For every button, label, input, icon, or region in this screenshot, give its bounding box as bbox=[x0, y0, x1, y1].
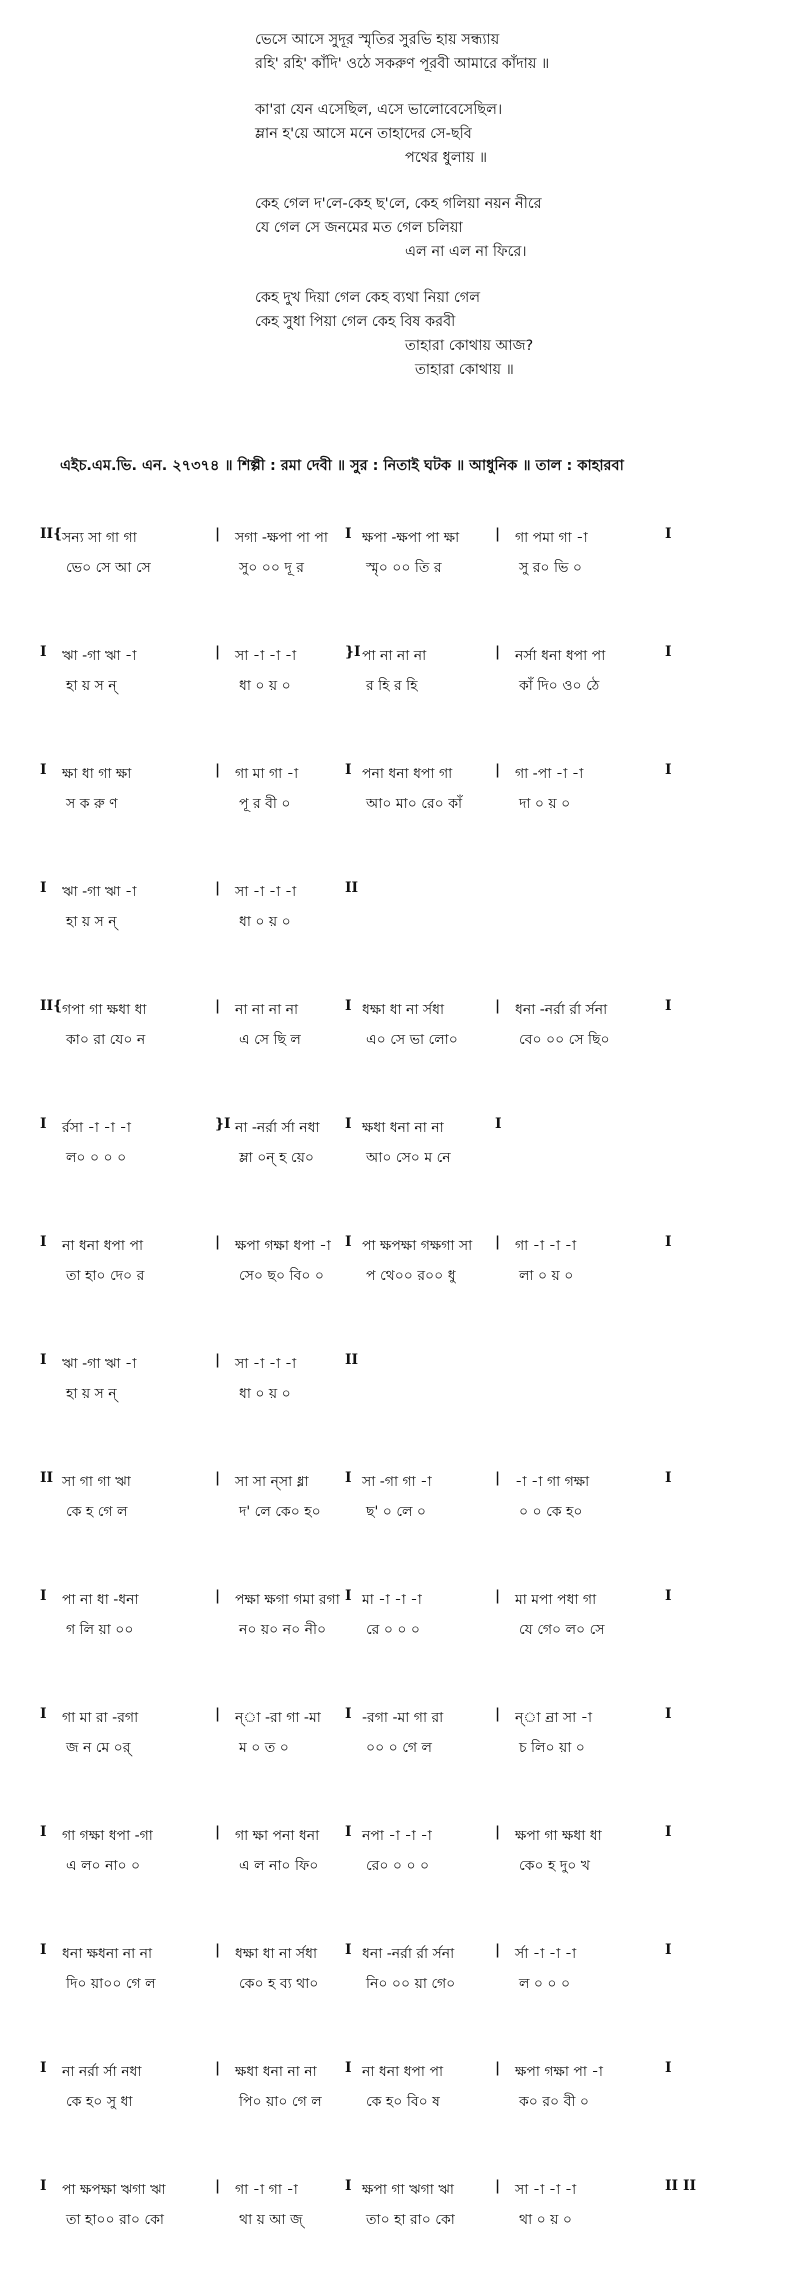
bar-line: I bbox=[345, 2060, 352, 2076]
lyrics-stanza bbox=[255, 98, 775, 170]
swara-group: ক্ষপা গা ক্ষধা ধা bbox=[515, 1828, 602, 1844]
bar-line: | bbox=[215, 1942, 221, 1958]
bar-line: I bbox=[665, 1470, 672, 1486]
swara-group: র্রসা -া -া -া bbox=[62, 1120, 131, 1136]
sahitya-group: দ' লে কে০ হ০ bbox=[239, 1504, 321, 1520]
swara-row bbox=[40, 1588, 780, 1614]
swara-group: সগা -ক্ষপা পা পা bbox=[235, 530, 328, 546]
notation-block bbox=[40, 1110, 780, 1228]
swara-group: নপা -া -া -া bbox=[362, 1828, 432, 1844]
bar-line: }I bbox=[215, 1116, 231, 1132]
swara-group: ধক্ষা ধা না র্সধা bbox=[235, 1946, 318, 1962]
swara-group: গা -া গা -া bbox=[235, 2182, 298, 2198]
bar-line: I bbox=[665, 1588, 672, 1604]
bar-line: I bbox=[40, 1588, 47, 1604]
swara-group: র্সা -া -া -া bbox=[515, 1946, 577, 1962]
swara-group: গা -া -া -া bbox=[515, 1238, 577, 1254]
sahitya-row bbox=[40, 792, 780, 818]
swara-group: না ধনা ধপা পা bbox=[362, 2064, 444, 2080]
swara-row bbox=[40, 1234, 780, 1260]
sahitya-row bbox=[40, 1972, 780, 1998]
sahitya-group: থা য় আ জ্ bbox=[239, 2212, 303, 2228]
bar-line: I bbox=[665, 1234, 672, 1250]
notation-block bbox=[40, 1818, 780, 1936]
swara-group: ঋা -গা ঋা -া bbox=[62, 648, 137, 664]
swara-row bbox=[40, 1942, 780, 1968]
swara-group: ধনা -নর্রা র্রা র্সনা bbox=[515, 1002, 608, 1018]
sahitya-group: স্মৃ০ ০০ তি র bbox=[366, 560, 442, 576]
sahitya-group: ০ ০ কে হ০ bbox=[519, 1504, 583, 1520]
sahitya-group: কে০ হ ব্য থা০ bbox=[239, 1976, 319, 1992]
notation-block bbox=[40, 1936, 780, 2054]
bar-line: I bbox=[495, 1116, 502, 1132]
bar-line: I bbox=[40, 1352, 47, 1368]
bar-line: I bbox=[345, 1942, 352, 1958]
sahitya-group: রে ০ ০ ০ bbox=[366, 1622, 421, 1638]
bar-line: | bbox=[495, 998, 501, 1014]
notation-block bbox=[40, 1582, 780, 1700]
swara-group: -া -া গা গক্ষা bbox=[515, 1474, 590, 1490]
swara-row bbox=[40, 1116, 780, 1142]
lyric-line: তাহারা কোথায় আজ? bbox=[405, 338, 534, 354]
bar-line: I bbox=[40, 644, 47, 660]
sahitya-row bbox=[40, 910, 780, 936]
notation-block bbox=[40, 2054, 780, 2172]
swara-row bbox=[40, 644, 780, 670]
bar-line: I bbox=[665, 998, 672, 1014]
notation-section bbox=[40, 520, 780, 2290]
swara-group: সা -গা গা -া bbox=[362, 1474, 432, 1490]
sahitya-row bbox=[40, 2208, 780, 2234]
swara-group: ঋা -গা ঋা -া bbox=[62, 1356, 137, 1372]
bar-line: I bbox=[665, 762, 672, 778]
bar-line: I bbox=[40, 1942, 47, 1958]
swara-group: ক্ষপা -ক্ষপা পা ক্ষা bbox=[362, 530, 460, 546]
sahitya-group: বে০ ০০ সে ছি০ bbox=[519, 1032, 610, 1048]
lyric-line: ম্লান হ'য়ে আসে মনে তাহাদের সে-ছবি bbox=[255, 126, 472, 142]
bar-line: I bbox=[345, 2178, 352, 2194]
bar-line: | bbox=[495, 1588, 501, 1604]
swara-group: -রগা -মা গা রা bbox=[362, 1710, 444, 1726]
sahitya-group: ম ০ ত ০ bbox=[239, 1740, 289, 1756]
sahitya-group: আ০ সে০ ম নে bbox=[366, 1150, 451, 1166]
swara-row bbox=[40, 526, 780, 552]
lyric-line: ভেসে আসে সুদূর স্মৃতির সুরভি হায় সন্ধ্যায় bbox=[255, 32, 500, 48]
sahitya-group: পি০ য়া০ গে ল bbox=[239, 2094, 322, 2110]
sahitya-group: চ লি০ য়া ০ bbox=[519, 1740, 585, 1756]
swara-row bbox=[40, 2178, 780, 2204]
sahitya-group: সু০ ০০ দূ র bbox=[239, 560, 304, 576]
sahitya-row bbox=[40, 1500, 780, 1526]
swara-group: পক্ষা ক্ষগা গমা রগা bbox=[235, 1592, 340, 1608]
swara-row bbox=[40, 2060, 780, 2086]
swara-group: পনা ধনা ধপা গা bbox=[362, 766, 453, 782]
sahitya-group: নি০ ০০ য়া গে০ bbox=[366, 1976, 456, 1992]
swara-row bbox=[40, 998, 780, 1024]
swara-group: ক্ষপা গক্ষা পা -া bbox=[515, 2064, 603, 2080]
swara-group: গা মা গা -া bbox=[235, 766, 299, 782]
sahitya-row bbox=[40, 1146, 780, 1172]
bar-line: I bbox=[40, 762, 47, 778]
sahitya-group: গ লি য়া ০০ bbox=[66, 1622, 134, 1638]
lyrics-stanza bbox=[255, 192, 775, 264]
swara-group: ক্ষপা গক্ষা ধপা -া bbox=[235, 1238, 331, 1254]
sahitya-group: ধা ০ য় ০ bbox=[239, 678, 291, 694]
bar-line: I bbox=[40, 1824, 47, 1840]
sahitya-group: হা য় স ন্ bbox=[66, 914, 117, 930]
sahitya-group: ম্লা ০ন্ হ য়ে০ bbox=[239, 1150, 314, 1166]
lyrics-section bbox=[255, 28, 775, 404]
swara-group: ক্ষপা গা ঋগা ঋা bbox=[362, 2182, 454, 2198]
bar-line: I bbox=[345, 1706, 352, 1722]
sahitya-row bbox=[40, 1382, 780, 1408]
sahitya-row bbox=[40, 1736, 780, 1762]
sahitya-row bbox=[40, 1028, 780, 1054]
sahitya-group: ল ০ ০ ০ bbox=[519, 1976, 571, 1992]
swara-group: গপা গা ক্ষধা ধা bbox=[62, 1002, 147, 1018]
bar-line: II bbox=[345, 880, 359, 896]
bar-line: I bbox=[345, 1234, 352, 1250]
bar-line: | bbox=[215, 1352, 221, 1368]
bar-line: | bbox=[215, 1706, 221, 1722]
sahitya-row bbox=[40, 556, 780, 582]
notation-block bbox=[40, 1700, 780, 1818]
sahitya-group: এ সে ছি ল bbox=[239, 1032, 301, 1048]
swara-group: সা -া -া -া bbox=[235, 884, 297, 900]
sahitya-row bbox=[40, 674, 780, 700]
lyric-line: পথের ধুলায় ॥ bbox=[405, 150, 488, 166]
bar-line: | bbox=[215, 1234, 221, 1250]
swara-row bbox=[40, 762, 780, 788]
swara-group: ক্ষধা ধনা না না bbox=[235, 2064, 317, 2080]
swara-group: গা গক্ষা ধপা -গা bbox=[62, 1828, 153, 1844]
swara-group: সা সা ন্‌সা ধ্না bbox=[235, 1474, 309, 1490]
lyric-line: কেহ গেল দ'লে-কেহ ছ'লে, কেহ গলিয়া নয়ন নীরে bbox=[255, 196, 542, 212]
bar-line: I bbox=[345, 998, 352, 1014]
swara-group: গা মা রা -রগা bbox=[62, 1710, 139, 1726]
notation-block bbox=[40, 520, 780, 638]
bar-line: | bbox=[215, 1588, 221, 1604]
sahitya-group: ছ' ০ লে ০ bbox=[366, 1504, 427, 1520]
sahitya-group: জ ন মে ০র্ bbox=[66, 1740, 131, 1756]
sahitya-group: ০০ ০ গে ল bbox=[366, 1740, 432, 1756]
sahitya-group: লা ০ য় ০ bbox=[519, 1268, 574, 1284]
swara-row bbox=[40, 1824, 780, 1850]
swara-group: পা ক্ষপক্ষা ঋগা ঋা bbox=[62, 2182, 166, 2198]
sahitya-group: ক০ র০ বী ০ bbox=[519, 2094, 589, 2110]
lyrics-stanza bbox=[255, 286, 775, 382]
bar-line: | bbox=[215, 644, 221, 660]
bar-line: I bbox=[665, 1942, 672, 1958]
swara-row bbox=[40, 1352, 780, 1378]
sahitya-row bbox=[40, 1264, 780, 1290]
bar-line: | bbox=[215, 2178, 221, 2194]
sahitya-row bbox=[40, 2090, 780, 2116]
bar-line: }I bbox=[345, 644, 361, 660]
sahitya-group: ল০ ০ ০ ০ bbox=[66, 1150, 127, 1166]
bar-line: I bbox=[345, 1824, 352, 1840]
lyric-line: কেহ সুধা পিয়া গেল কেহ বিষ করবী bbox=[255, 314, 456, 330]
swara-group: গা পমা গা -া bbox=[515, 530, 588, 546]
bar-line: I bbox=[665, 644, 672, 660]
sahitya-group: র হি র হি bbox=[366, 678, 418, 694]
bar-line: I bbox=[345, 526, 352, 542]
notation-block bbox=[40, 1464, 780, 1582]
notation-block bbox=[40, 1346, 780, 1464]
sahitya-row bbox=[40, 1618, 780, 1644]
bar-line: II II bbox=[665, 2178, 697, 2194]
notation-block bbox=[40, 1228, 780, 1346]
sahitya-group: হা য় স ন্ bbox=[66, 1386, 117, 1402]
swara-row bbox=[40, 1470, 780, 1496]
swara-group: সা -া -া -া bbox=[515, 2182, 577, 2198]
bar-line: | bbox=[215, 880, 221, 896]
sahitya-group: তা হা০০ রা০ কো bbox=[66, 2212, 164, 2228]
bar-line: I bbox=[40, 2178, 47, 2194]
bar-line: | bbox=[495, 1706, 501, 1722]
song-metadata: এইচ.এম.ভি. এন. ২৭৩৭৪ ॥ শিল্পী : রমা দেবী ॥ সুর : নিতাই ঘটক ॥ আধুনিক ॥ তাল : কাহারবা bbox=[60, 458, 624, 474]
bar-line: I bbox=[345, 1470, 352, 1486]
sahitya-group: স ক রু ণ bbox=[66, 796, 118, 812]
bar-line: II{ bbox=[40, 526, 63, 542]
notation-block bbox=[40, 2172, 780, 2290]
swara-group: ক্ষা ধা গা ক্ষা bbox=[62, 766, 132, 782]
sahitya-group: ভে০ সে আ সে bbox=[66, 560, 151, 576]
bar-line: | bbox=[495, 526, 501, 542]
sahitya-group: যে গে০ ল০ সে bbox=[519, 1622, 605, 1638]
bar-line: I bbox=[665, 1706, 672, 1722]
sahitya-group: দা ০ য় ০ bbox=[519, 796, 571, 812]
bar-line: | bbox=[495, 1824, 501, 1840]
sahitya-group: এ ল০ না০ ০ bbox=[66, 1858, 141, 1874]
sahitya-group: এ০ সে ভা লো০ bbox=[366, 1032, 458, 1048]
sahitya-group: কে হ০ বি০ ষ bbox=[366, 2094, 440, 2110]
bar-line: | bbox=[495, 2178, 501, 2194]
swara-group: সন্য সা গা গা bbox=[62, 530, 137, 546]
bar-line: | bbox=[215, 2060, 221, 2076]
bar-line: I bbox=[40, 1706, 47, 1722]
sahitya-group: হা য় স ন্ bbox=[66, 678, 117, 694]
swara-group: মা -া -া -া bbox=[362, 1592, 422, 1608]
bar-line: I bbox=[40, 1234, 47, 1250]
lyric-line: কেহ দুখ দিয়া গেল কেহ ব্যথা নিয়া গেল bbox=[255, 290, 481, 306]
sahitya-group: প থে০০ র০০ ধু bbox=[366, 1268, 456, 1284]
swara-group: গা ক্ষা পনা ধনা bbox=[235, 1828, 320, 1844]
bar-line: | bbox=[215, 526, 221, 542]
notation-block bbox=[40, 756, 780, 874]
lyric-line: কা'রা যেন এসেছিল, এসে ভালোবেসেছিল। bbox=[255, 102, 503, 118]
bar-line: II bbox=[40, 1470, 54, 1486]
sahitya-group: সে০ ছ০ বি০ ০ bbox=[239, 1268, 324, 1284]
bar-line: | bbox=[495, 1942, 501, 1958]
bar-line: | bbox=[215, 998, 221, 1014]
swara-group: সা গা গা ঋা bbox=[62, 1474, 131, 1490]
notation-block bbox=[40, 638, 780, 756]
swara-group: না -নর্রা র্সা নধা bbox=[235, 1120, 320, 1136]
lyric-line: রহি' রহি' কাঁদি' ওঠে সকরুণ পূরবী আমারে কাঁদায় ॥ bbox=[255, 56, 550, 72]
bar-line: | bbox=[215, 1824, 221, 1840]
bar-line: | bbox=[215, 762, 221, 778]
swara-group: ঋা -গা ঋা -া bbox=[62, 884, 137, 900]
sahitya-group: এ ল না০ ফি০ bbox=[239, 1858, 319, 1874]
bar-line: I bbox=[40, 880, 47, 896]
swara-group: না না না না bbox=[235, 1002, 299, 1018]
sahitya-group: ন০ য়০ ন০ নী০ bbox=[239, 1622, 327, 1638]
swara-group: না ধনা ধপা পা bbox=[62, 1238, 144, 1254]
swara-group: ধনা ক্ষধনা না না bbox=[62, 1946, 153, 1962]
swara-group: ধনা -নর্রা র্রা র্সনা bbox=[362, 1946, 455, 1962]
bar-line: | bbox=[495, 762, 501, 778]
bar-line: I bbox=[40, 1116, 47, 1132]
bar-line: I bbox=[665, 526, 672, 542]
bar-line: I bbox=[345, 1116, 352, 1132]
bar-line: I bbox=[40, 2060, 47, 2076]
bar-line: I bbox=[665, 2060, 672, 2076]
sahitya-group: সু র০ ভি ০ bbox=[519, 560, 582, 576]
bar-line: | bbox=[495, 2060, 501, 2076]
swara-group: সা -া -া -া bbox=[235, 1356, 297, 1372]
sahitya-group: তা হা০ দে০ র bbox=[66, 1268, 145, 1284]
swara-group: মা মপা পধা গা bbox=[515, 1592, 597, 1608]
sahitya-group: কে হ গে ল bbox=[66, 1504, 128, 1520]
sahitya-group: দি০ য়া০০ গে ল bbox=[66, 1976, 156, 1992]
sahitya-group: কা০ রা যে০ ন bbox=[66, 1032, 146, 1048]
bar-line: I bbox=[345, 1588, 352, 1604]
sahitya-group: ধা ০ য় ০ bbox=[239, 914, 291, 930]
sahitya-group: কে হ০ সু ধা bbox=[66, 2094, 133, 2110]
swara-group: পা ক্ষপক্ষা গক্ষগা সা bbox=[362, 1238, 473, 1254]
swara-group: ক্ষধা ধনা না না bbox=[362, 1120, 444, 1136]
swara-group: নর্সা ধনা ধপা পা bbox=[515, 648, 606, 664]
swara-group: সা -া -া -া bbox=[235, 648, 297, 664]
notation-block bbox=[40, 992, 780, 1110]
bar-line: | bbox=[495, 1470, 501, 1486]
sahitya-group: ধা ০ য় ০ bbox=[239, 1386, 291, 1402]
swara-group: ধক্ষা ধা না র্সধা bbox=[362, 1002, 445, 1018]
lyric-line: যে গেল সে জনমের মত গেল চলিয়া bbox=[255, 220, 463, 236]
bar-line: I bbox=[345, 762, 352, 778]
swara-group: ন্া -রা গা -মা bbox=[235, 1710, 321, 1726]
bar-line: | bbox=[495, 1234, 501, 1250]
sahitya-group: কাঁ দি০ ও০ ঠে bbox=[519, 678, 600, 694]
sahitya-group: কে০ হ দু০ খ bbox=[519, 1858, 590, 1874]
sahitya-group: থা ০ য় ০ bbox=[519, 2212, 572, 2228]
bar-line: I bbox=[665, 1824, 672, 1840]
swara-group: ন্া ন্রা সা -া bbox=[515, 1710, 593, 1726]
swara-group: গা -পা -া -া bbox=[515, 766, 584, 782]
bar-line: II bbox=[345, 1352, 359, 1368]
swara-row bbox=[40, 1706, 780, 1732]
sahitya-group: পূ র বী ০ bbox=[239, 796, 291, 812]
lyric-line: এল না এল না ফিরে। bbox=[405, 244, 527, 260]
swara-row bbox=[40, 880, 780, 906]
bar-line: | bbox=[215, 1470, 221, 1486]
swara-group: পা না ধা -ধনা bbox=[62, 1592, 139, 1608]
lyrics-stanza bbox=[255, 28, 775, 76]
sahitya-row bbox=[40, 1854, 780, 1880]
sahitya-group: রে০ ০ ০ ০ bbox=[366, 1858, 430, 1874]
sahitya-group: তা০ হা রা০ কো bbox=[366, 2212, 455, 2228]
bar-line: II{ bbox=[40, 998, 63, 1014]
bar-line: | bbox=[495, 644, 501, 660]
swara-group: না নর্রা র্সা নধা bbox=[62, 2064, 142, 2080]
lyric-line: তাহারা কোথায় ॥ bbox=[415, 362, 514, 378]
swara-group: পা না না না bbox=[362, 648, 427, 664]
sahitya-group: আ০ মা০ রে০ কাঁ bbox=[366, 796, 463, 812]
notation-block bbox=[40, 874, 780, 992]
